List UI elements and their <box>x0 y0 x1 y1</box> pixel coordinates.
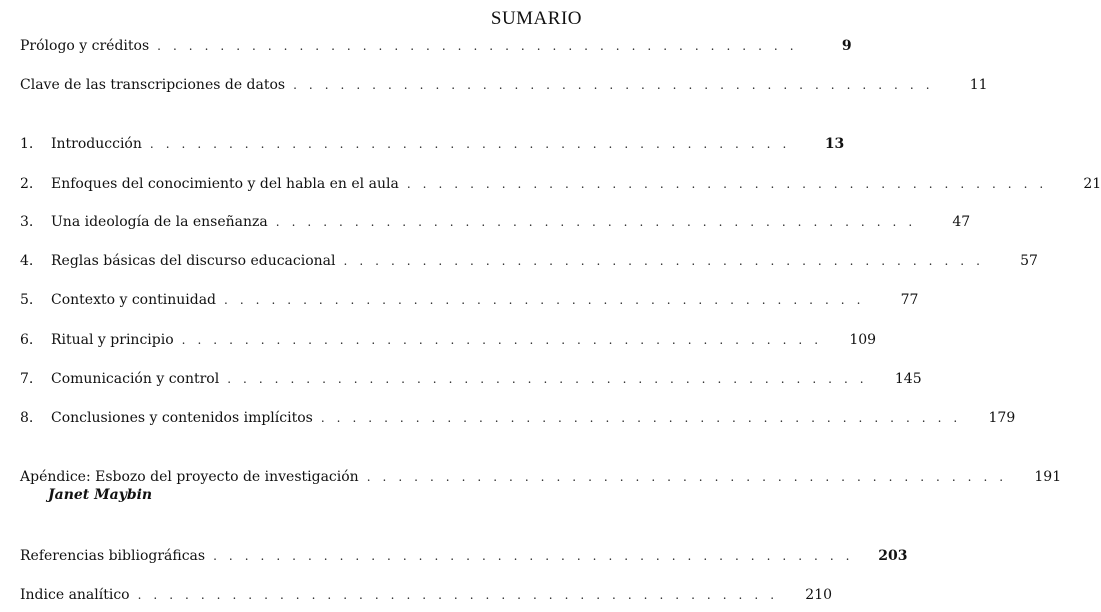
entry-page: 21 <box>1083 176 1101 192</box>
dot-leader: ......................................... <box>275 215 925 229</box>
toc-entry[interactable] <box>20 587 833 607</box>
entry-number: 7. <box>20 371 34 387</box>
toc-entry[interactable] <box>20 548 908 568</box>
entry-label: Prólogo y créditos <box>20 38 150 54</box>
toc-entry[interactable] <box>20 77 988 97</box>
entry-label: Una ideología de la enseñanza <box>51 214 268 230</box>
entry-number: 6. <box>20 332 34 348</box>
entry-page: 47 <box>952 214 971 230</box>
entry-page: 9 <box>841 38 852 54</box>
dot-leader: ......................................... <box>406 177 1056 191</box>
entry-number: 4. <box>20 253 34 269</box>
entry-label: Enfoques del conocimiento y del habla en el aula <box>51 176 399 192</box>
entry-page: 11 <box>969 77 988 93</box>
toc-entry[interactable] <box>20 214 971 234</box>
entry-label: Referencias bibliográficas <box>20 548 206 564</box>
entry-page: 210 <box>805 587 833 603</box>
dot-leader: ......................................... <box>343 254 992 268</box>
dot-leader: ......................................... <box>293 78 942 92</box>
entry-number: 1. <box>20 136 34 152</box>
entry-page: 109 <box>849 332 877 348</box>
entry-number: 8. <box>20 410 34 426</box>
entry-page: 13 <box>824 136 845 152</box>
dot-leader: ......................................... <box>181 333 831 347</box>
toc-entry[interactable] <box>20 371 922 391</box>
entry-label: Conclusiones y contenidos implícitos <box>51 410 313 426</box>
toc-entry[interactable] <box>20 292 919 312</box>
entry-page: 57 <box>1020 253 1038 269</box>
entry-number: 5. <box>20 292 34 308</box>
toc-entry[interactable] <box>20 253 1038 273</box>
dot-leader: ......................................... <box>320 411 970 425</box>
dot-leader: ......................................... <box>137 588 787 602</box>
appendix-author: Janet Maybin <box>48 487 153 503</box>
entry-number: 2. <box>20 176 34 192</box>
entry-label: Apéndice: Esbozo del proyecto de investigación <box>20 469 359 485</box>
entry-label: Contexto y continuidad <box>51 292 216 308</box>
entry-label: Comunicación y control <box>51 371 220 387</box>
toc-entry[interactable] <box>20 469 1062 489</box>
entry-number: 3. <box>20 214 34 230</box>
dot-leader: ......................................... <box>366 470 1016 484</box>
toc-entry[interactable] <box>20 136 845 156</box>
entry-label: Indice analítico <box>20 587 130 603</box>
dot-leader: ......................................... <box>227 372 876 386</box>
dot-leader: ......................................... <box>157 39 806 53</box>
dot-leader: ......................................... <box>213 549 862 563</box>
entry-page: 191 <box>1034 469 1062 485</box>
page-title: SUMARIO <box>490 8 582 29</box>
toc-entry[interactable] <box>20 332 877 352</box>
toc-entry[interactable] <box>20 410 1016 430</box>
entry-label: Clave de las transcripciones de datos <box>20 77 286 93</box>
entry-page: 77 <box>900 292 919 308</box>
toc-entry[interactable] <box>20 38 852 58</box>
toc-entry[interactable] <box>20 176 1101 196</box>
dot-leader: ......................................... <box>149 137 799 151</box>
entry-label: Introducción <box>51 136 142 152</box>
entry-page: 203 <box>878 548 908 564</box>
dot-leader: ......................................... <box>224 293 873 307</box>
entry-page: 179 <box>988 410 1016 426</box>
entry-page: 145 <box>894 371 922 387</box>
entry-label: Ritual y principio <box>51 332 174 348</box>
entry-label: Reglas básicas del discurso educacional <box>51 253 336 269</box>
